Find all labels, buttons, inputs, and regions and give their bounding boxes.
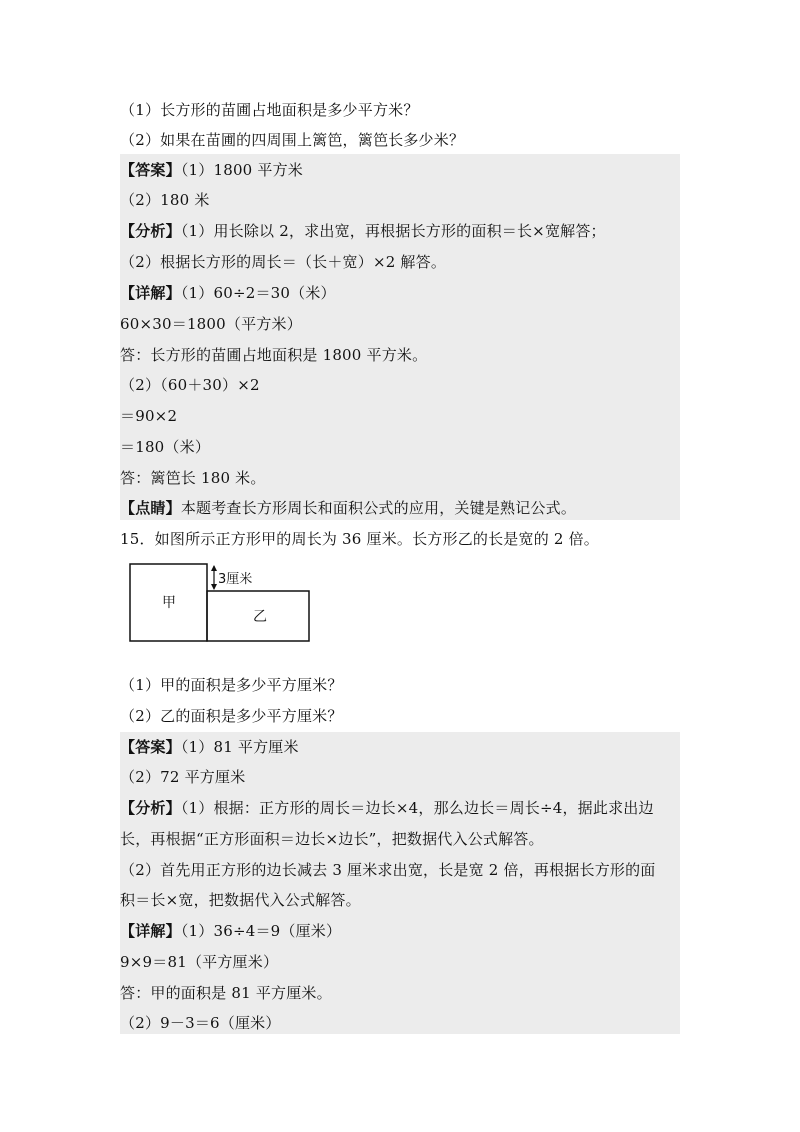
detail-tag: 【详解】 <box>120 284 181 302</box>
q14-subquestion-2: （2）如果在苗圃的四周围上篱笆，篱笆长多少米？ <box>120 131 465 149</box>
a15-detail-3: 答：甲的面积是 81 平方厘米。 <box>120 984 332 1002</box>
comment-tag: 【点睛】 <box>120 499 181 517</box>
a14-detail-2: 60×30＝1800（平方米） <box>120 315 302 333</box>
answer-tag: 【答案】 <box>120 738 181 756</box>
a15-analysis-line <box>120 794 654 822</box>
analysis-tag: 【分析】 <box>120 222 181 240</box>
q15-figure <box>128 562 318 646</box>
a15-analysis-1: （1）根据：正方形的周长＝边长×4，那么边长＝周长÷4，据此求出边 <box>180 799 654 817</box>
a14-comment-line <box>120 494 576 522</box>
a14-detail-4: （2）（60＋30）×2 <box>120 376 260 394</box>
a14-analysis-line <box>120 217 606 245</box>
dimension-label: 3厘米 <box>218 572 253 587</box>
label-jia: 甲 <box>162 595 176 611</box>
a15-analysis-2: 长，再根据“正方形面积＝边长×边长”，把数据代入公式解答。 <box>120 830 544 848</box>
analysis-tag: 【分析】 <box>120 799 181 817</box>
q15-stem: 15．如图所示正方形甲的周长为 36 厘米。长方形乙的长是宽的 2 倍。 <box>120 530 599 548</box>
a15-detail-1: （1）36÷4＝9（厘米） <box>180 922 342 940</box>
a15-answer-2: （2）72 平方厘米 <box>120 768 246 786</box>
a14-detail-5: ＝90×2 <box>120 407 178 425</box>
a15-detail-line <box>120 917 341 945</box>
label-yi: 乙 <box>253 609 267 625</box>
a15-analysis-4: 积＝长×宽，把数据代入公式解答。 <box>120 891 361 909</box>
arrow-up-icon <box>211 565 217 571</box>
answer-tag: 【答案】 <box>120 161 181 179</box>
detail-tag: 【详解】 <box>120 922 181 940</box>
a14-detail-1: （1）60÷2＝30（米） <box>180 284 336 302</box>
a14-answer-line <box>120 156 303 184</box>
q15-subquestion-1: （1）甲的面积是多少平方厘米？ <box>120 676 343 694</box>
q14-subquestion-1: （1）长方形的苗圃占地面积是多少平方米？ <box>120 101 419 119</box>
a14-comment: 本题考查长方形周长和面积公式的应用，关键是熟记公式。 <box>180 499 577 517</box>
q15-subquestion-2: （2）乙的面积是多少平方厘米？ <box>120 707 343 725</box>
a14-detail-3: 答：长方形的苗圃占地面积是 1800 平方米。 <box>120 346 428 364</box>
a14-detail-line <box>120 279 336 307</box>
a15-analysis-3: （2）首先用正方形的边长减去 3 厘米求出宽，长是宽 2 倍，再根据长方形的面 <box>120 861 656 879</box>
a14-analysis-1: （1）用长除以 2，求出宽，再根据长方形的面积＝长×宽解答； <box>180 222 606 240</box>
a14-answer-1: （1）1800 平方米 <box>180 161 303 179</box>
a14-analysis-2: （2）根据长方形的周长＝（长＋宽）×2 解答。 <box>120 253 447 271</box>
arrow-down-icon <box>211 584 217 590</box>
a14-detail-6: ＝180（米） <box>120 438 211 456</box>
a14-answer-2: （2）180 米 <box>120 191 210 209</box>
a15-detail-2: 9×9＝81（平方厘米） <box>120 953 279 971</box>
a15-answer-line <box>120 733 299 761</box>
a15-answer-1: （1）81 平方厘米 <box>180 738 299 756</box>
a14-detail-7: 答：篱笆长 180 米。 <box>120 469 266 487</box>
a15-detail-4: （2）9－3＝6（厘米） <box>120 1014 281 1032</box>
